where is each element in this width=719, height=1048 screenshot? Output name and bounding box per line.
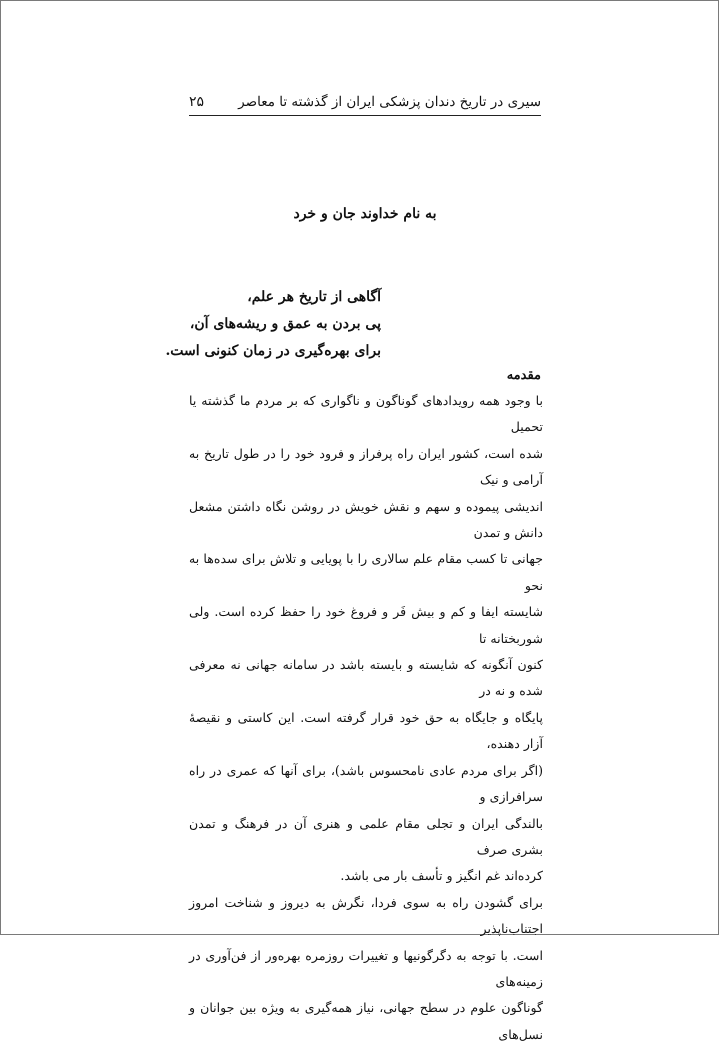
text-line: اندیشی پیموده و سهم و نقش خویش در روشن نگاه داشتن مشعل دانش و تمدن xyxy=(189,498,543,541)
epigraph-line: پی بردن به عمق و ریشه‌های آن، xyxy=(189,316,381,332)
body-text xyxy=(189,388,543,1048)
text-line: شده است، کشور ایران راه پرفراز و فرود خود را در طول تاریخ به آرامی و نیک xyxy=(189,445,543,488)
epigraph-line: آگاهی از تاریخ هر علم، xyxy=(247,289,381,305)
text-line: جهانی تا کسب مقام علم سالاری را با پویایی و تلاش برای سده‌ها به نحو xyxy=(189,551,543,593)
page-number: ۲۵ xyxy=(189,94,205,110)
epigraph xyxy=(165,284,381,365)
text-line: برای گشودن راه به سوی فردا، نگرش به دیروز و شناخت امروز اجتناب‌ناپذیر xyxy=(189,894,543,937)
text-line: پایگاه و جایگاه به حق خود قرار گرفته است. این کاستی و نقیصهٔ آزار دهنده، xyxy=(189,709,543,752)
running-header xyxy=(189,91,541,116)
text-line: (اگر برای مردم عادی نامحسوس باشد)، برای آنها که عمری در راه سرافرازی و xyxy=(189,762,543,805)
text-line: با وجود همه رویدادهای گوناگون و ناگواری که بر مردم ما گذشته یا تحمیل xyxy=(189,393,543,435)
invocation-line: به نام خداوند جان و خرد xyxy=(293,206,437,222)
text-line: بالندگی ایران و تجلی مقام علمی و هنری آن در فرهنگ و تمدن بشری صرف xyxy=(189,815,543,857)
epigraph-line: برای بهره‌گیری در زمان کنونی است. xyxy=(165,343,381,359)
text-line: شایسته ایفا و کم و بیش فَر و فروغ خود را حفظ کرده است. ولی شوربختانه تا xyxy=(189,604,543,646)
paragraph xyxy=(189,388,543,890)
text-line: گوناگون علوم در سطح جهانی، نیاز همه‌گیری به ویژه بین جوانان و نسل‌های xyxy=(189,1000,543,1042)
paragraph xyxy=(189,890,543,1048)
text-line: کنون آنگونه که شایسته و بایسته باشد در سامانه جهانی نه معرفی شده و نه در xyxy=(189,657,543,699)
text-line: است. با توجه به دگرگونیها و تغییرات روزمره بهره‌ور از فن‌آوری در زمینه‌های xyxy=(189,947,543,989)
running-header-title: سیری در تاریخ دندان پزشکی ایران از گذشته تا معاصر xyxy=(238,94,541,110)
section-heading: مقدمه xyxy=(506,368,541,383)
text-line: کرده‌اند غم انگیز و تأسف بار می باشد. xyxy=(340,868,543,884)
